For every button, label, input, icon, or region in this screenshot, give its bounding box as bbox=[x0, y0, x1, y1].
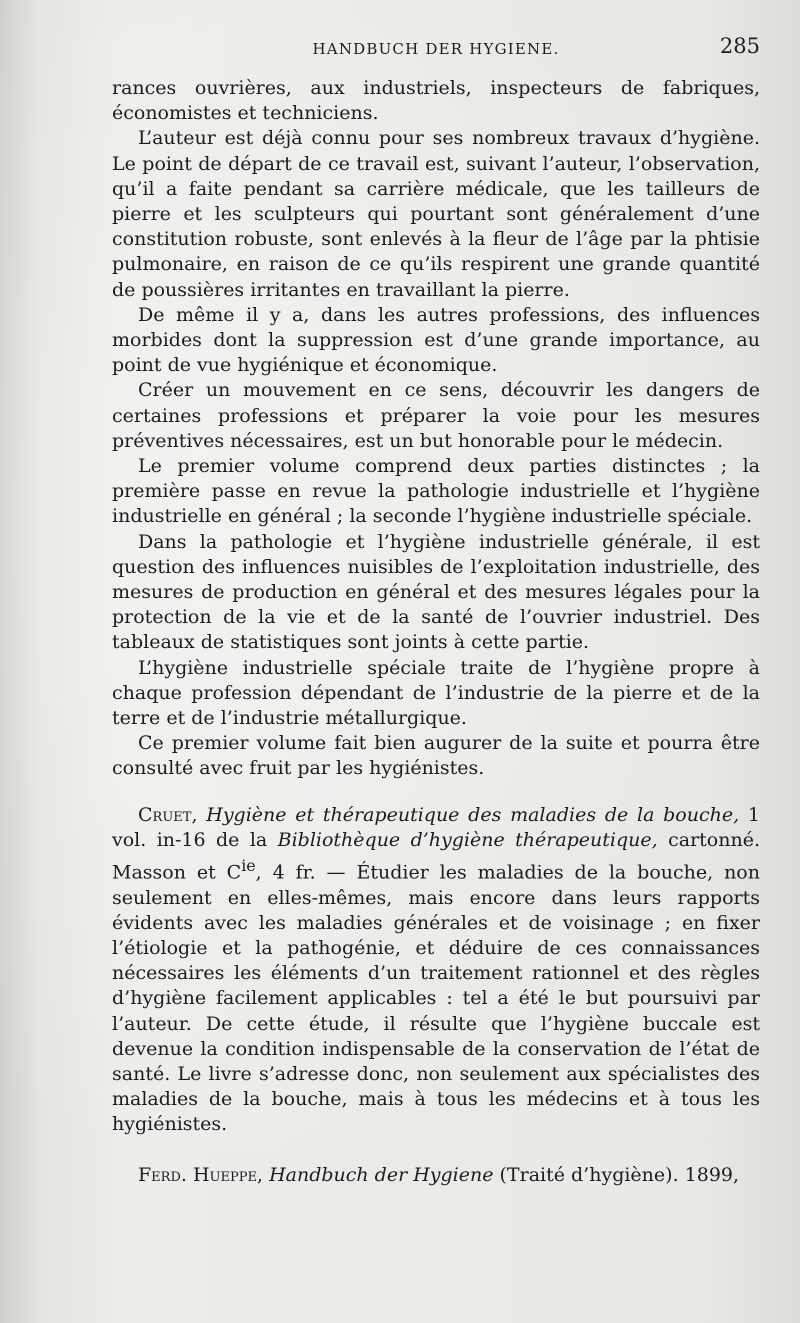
entry-author: Cruet, bbox=[138, 803, 198, 826]
paragraph-continuation: rances ouvrières, aux industriels, inspecteurs de fabriques, économistes et techniciens. bbox=[112, 77, 760, 125]
entry-author: Ferd. Hueppe, bbox=[138, 1163, 264, 1186]
section-gap bbox=[112, 782, 760, 803]
entry-format: 1 vol. in-16 de la bbox=[112, 803, 760, 851]
entry-series: Bibliothèque d’hygiène thérapeutique, bbox=[277, 828, 658, 851]
paragraph-author-intro: L’auteur est déjà connu pour ses nombreux travaux d’hygiène. Le point de départ de ce travail est, suivant l’auteur, l’observation, qu’il a faite pendant sa carrière médicale, que les tailleurs de pierre et les sculpteurs qui pourtant sont généralement d’une constitution robuste, sont enlevés à la fleur de l’âge par la phtisie pulmonaire, en raison de ce qu’ils respirent une grande quantité de poussières irritantes en travaillant la pierre. bbox=[112, 127, 760, 301]
entry-rest: (Traité d’hygiène). 1899, bbox=[493, 1163, 740, 1186]
paragraph-movement: Créer un mouvement en ce sens, découvrir les dangers de certaines professions et préparer la voie pour les mesures préventives nécessaires, est un but honorable pour le médecin. bbox=[112, 379, 760, 452]
page-header bbox=[112, 34, 760, 64]
running-title: HANDBUCH DER HYGIENE. bbox=[312, 40, 560, 58]
paragraph-conclusion: Ce premier volume fait bien augurer de la suite et pourra être consulté avec fruit par les hygiénistes. bbox=[112, 732, 760, 780]
page-number: 285 bbox=[719, 34, 760, 58]
review-entry-cruet bbox=[112, 803, 760, 1138]
paragraph-other-professions: De même il y a, dans les autres professions, des influences morbides dont la suppression est d’une grande importance, au point de vue hygiénique et économique. bbox=[112, 303, 760, 377]
entry-publisher: cartonné. Masson et C bbox=[112, 828, 760, 884]
section-gap bbox=[112, 1138, 760, 1163]
paragraph-pathology: Dans la pathologie et l’hygiène industrielle générale, il est question des influences nuisibles de l’exploitation industrielle, des mesures de production en général et des mesures légales pour la protection de la vie et de la santé de l’ouvrier industriel. Des tableaux de statistiques sont joints à cette partie. bbox=[112, 530, 760, 654]
entry-title: Handbuch der Hygiene bbox=[269, 1163, 494, 1186]
page-body bbox=[112, 76, 760, 1188]
entry-title: Hygiène et thérapeutique des maladies de la bouche, bbox=[206, 803, 740, 826]
paragraph-first-volume: Le premier volume comprend deux parties distinctes ; la première passe en revue la pathologie industrielle et l’hygiène industrielle en général ; la seconde l’hygiène industrielle spéciale. bbox=[112, 455, 760, 528]
review-entry-hueppe bbox=[112, 1163, 760, 1188]
entry-review-text: , 4 fr. — Étudier les maladies de la bouche, non seulement en elles-mêmes, mais encore dans leurs rapports évidents avec les maladies générales et de voisinage ; en fixer l’étiologie et la pathogénie, et déduire de ces connaissances nécessaires les éléments d’un traitement rationnel et des règles d’hygiène facilement applicables : tel a été le but poursuivi par l’auteur. De cette étude, il résulte que l’hygiène buccale est devenue la condition indispensable de la conservation de l’état de santé. Le livre s’adresse donc, non seulement aux spécialistes des maladies de la bouche, mais à tous les médecins et à tous les hygiénistes. bbox=[112, 861, 760, 1136]
paragraph-special-hygiene: L’hygiène industrielle spéciale traite de l’hygiène propre à chaque profession dépendant de l’industrie de la pierre et de la terre et de l’industrie métallurgique. bbox=[112, 656, 760, 730]
entry-publisher-sup: ie bbox=[241, 856, 256, 876]
